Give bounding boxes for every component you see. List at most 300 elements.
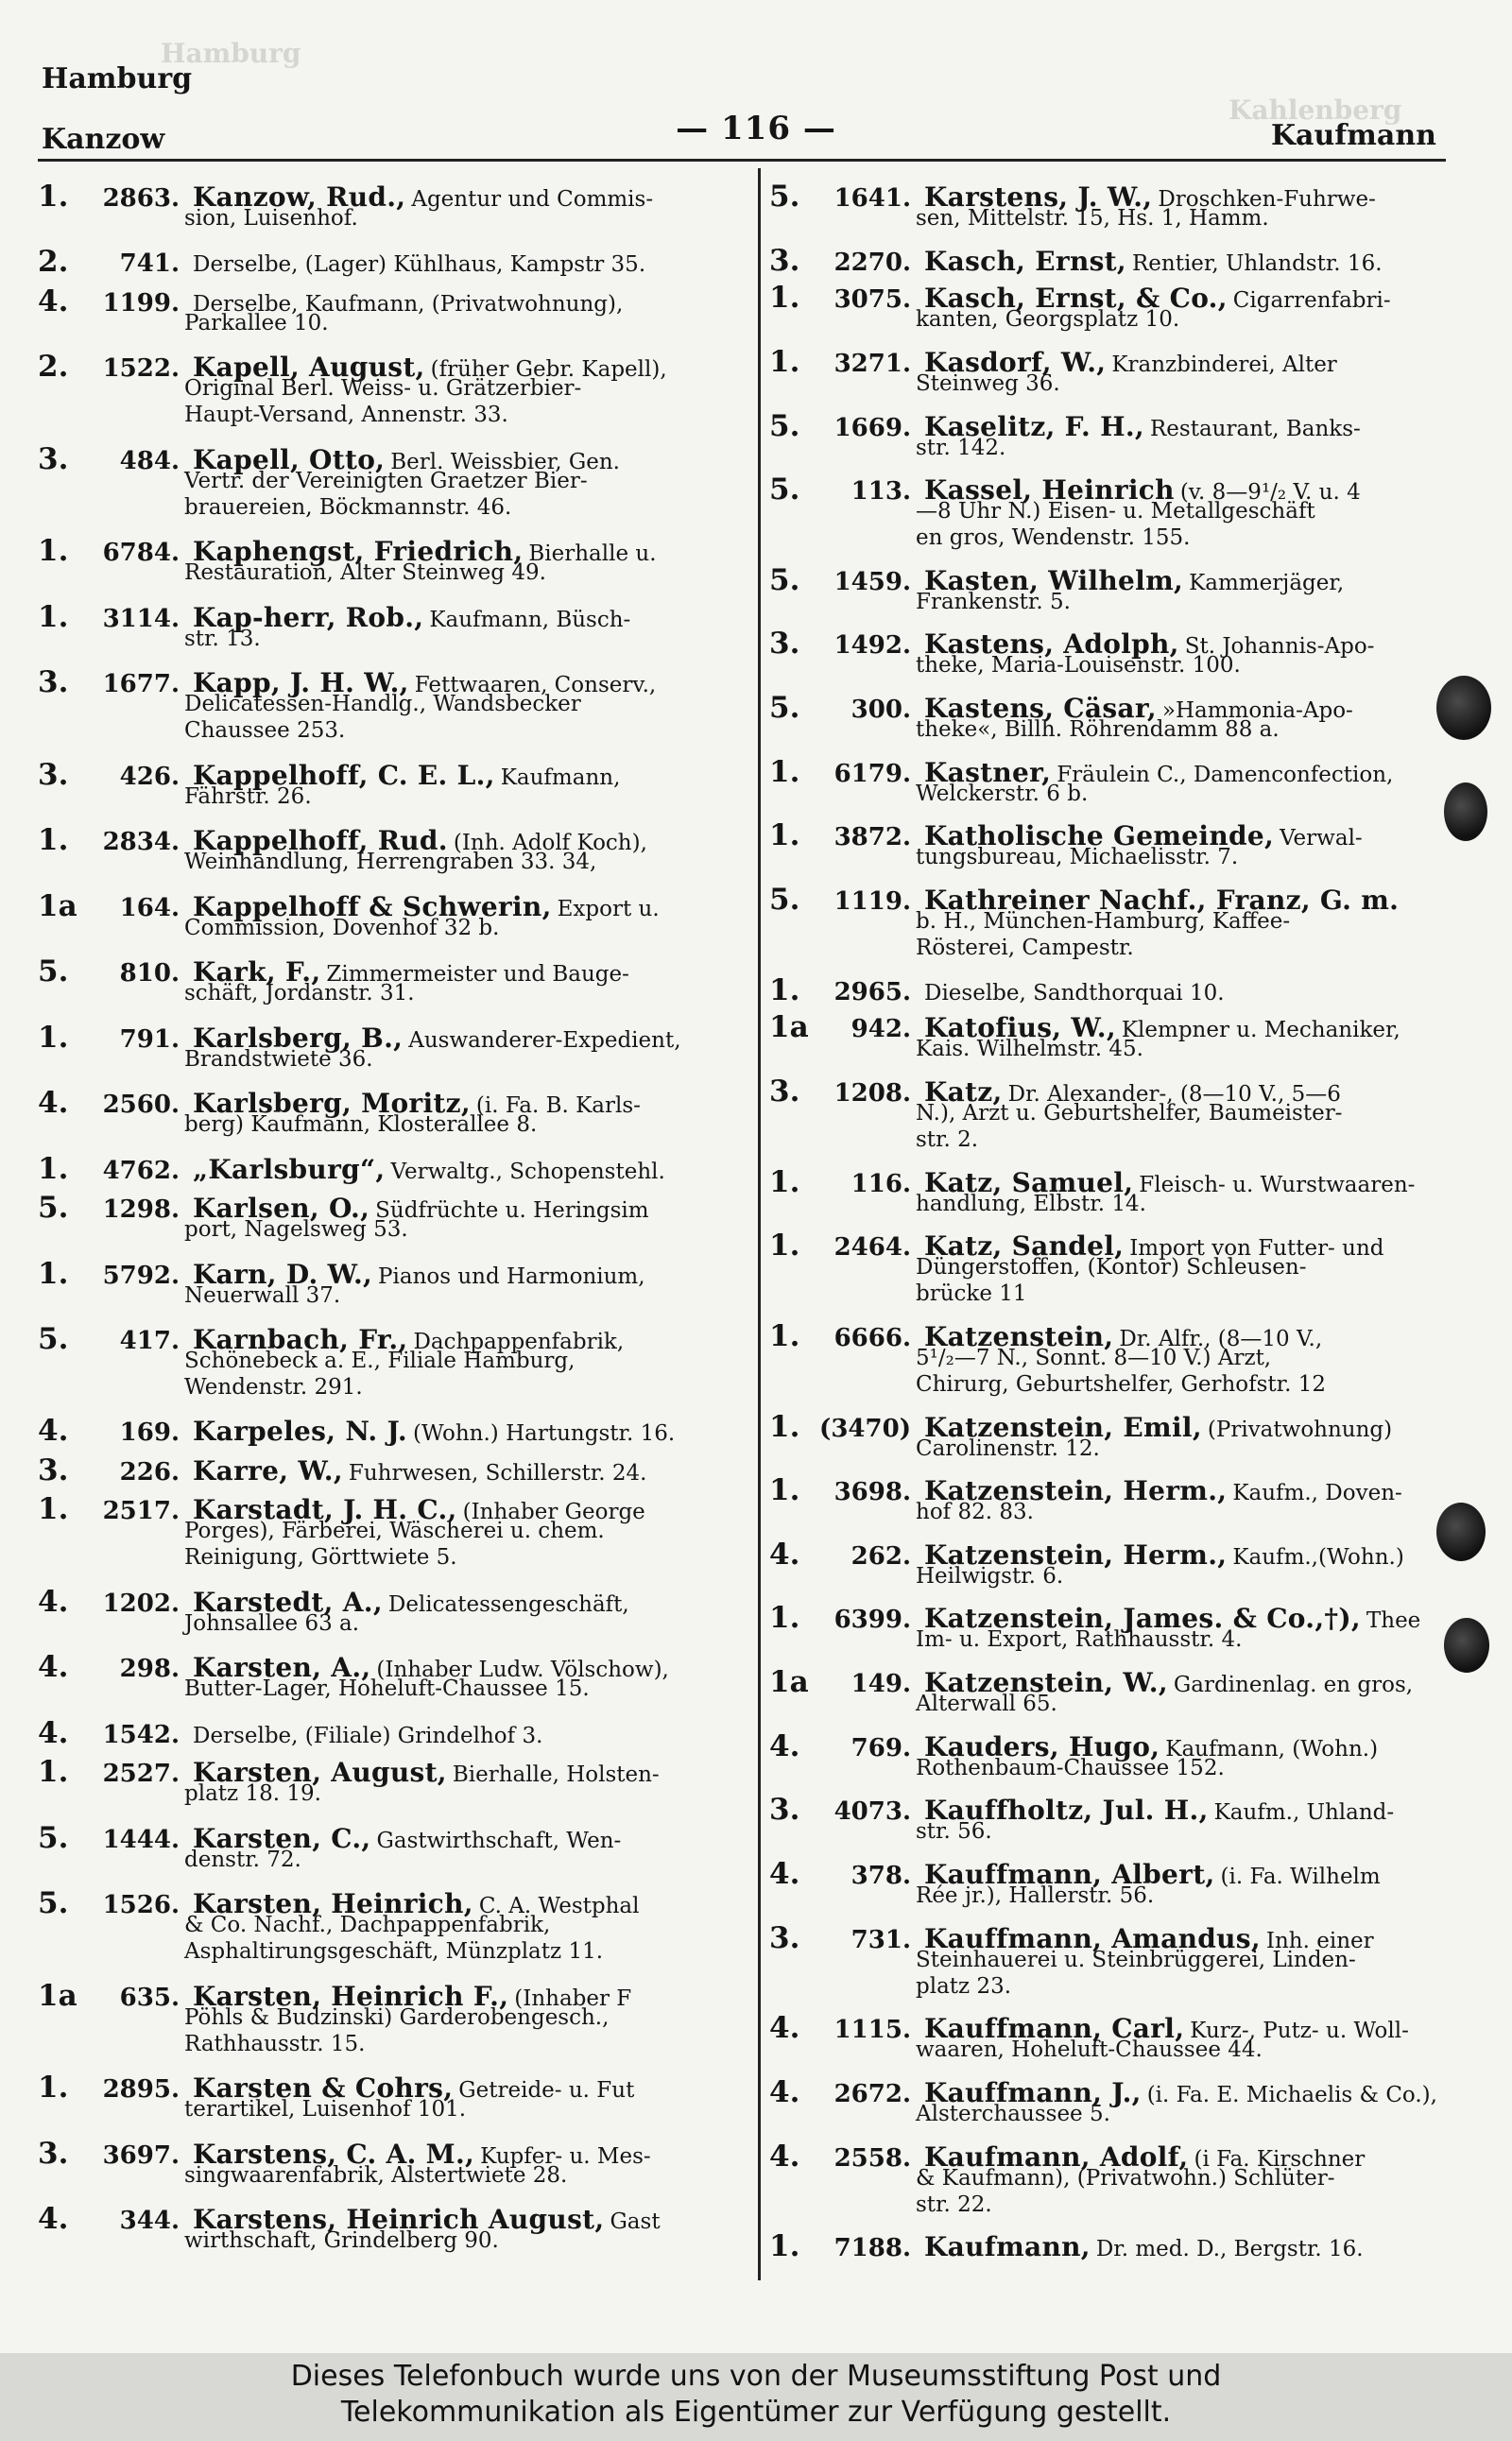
right-column <box>769 180 1459 2267</box>
entry-continuation: Kais. Wilhelmstr. 45. <box>916 1037 1143 1062</box>
exchange-zone: 5. <box>769 473 800 507</box>
subscriber-name: Karstens, Heinrich August, <box>193 2204 605 2236</box>
entry-text: (v. 8—9¹/₂ V. u. 4 <box>1179 480 1361 506</box>
entry-text: C. A. Westphal <box>478 1894 640 1919</box>
entry-text: Auswanderer-Expedient, <box>408 1027 681 1053</box>
subscriber-name: Karpeles, N. J. <box>193 1416 407 1448</box>
subscriber-name: Kappelhoff, Rud. <box>193 825 448 857</box>
phone-number: 1677. <box>102 670 180 699</box>
exchange-zone: 1a <box>769 1665 809 1700</box>
subscriber-name: Katzenstein, Herm., <box>924 1475 1228 1507</box>
entry-text: Kranzbinderei, Alter <box>1111 352 1337 377</box>
exchange-zone: 1. <box>769 1473 800 1508</box>
exchange-zone: 3. <box>38 441 69 476</box>
exchange-zone: 3. <box>38 1453 69 1487</box>
exchange-zone: 4. <box>38 1715 69 1750</box>
exchange-zone: 3. <box>769 627 800 662</box>
subscriber-name: Kasten, Wilhelm, <box>924 564 1184 596</box>
entry-text: Kaufmann, Büsch- <box>429 607 631 632</box>
phone-number: 1669. <box>833 413 911 442</box>
subscriber-name: Karstens, C. A. M., <box>193 2138 475 2170</box>
exchange-zone: 1. <box>38 1492 69 1527</box>
subscriber-name: Karsten & Cohrs, <box>193 2072 454 2105</box>
phone-number: 164. <box>119 893 180 922</box>
directory-entry <box>769 1074 1459 1165</box>
entry-text: Restaurant, Banks- <box>1149 416 1361 441</box>
directory-entry <box>38 180 732 245</box>
entry-text: Kaufmann, <box>500 765 621 790</box>
subscriber-name: Karnbach, Fr., <box>193 1323 408 1355</box>
subscriber-name: Kanzow, Rud., <box>193 181 406 213</box>
entry-text: Zimmermeister und Bauge- <box>326 962 629 988</box>
phone-number: 2270. <box>833 248 911 277</box>
entry-text: Fleisch- u. Wurstwaaren- <box>1139 1172 1416 1197</box>
entry-text: Derselbe, Kaufmann, (Privatwohnung), <box>193 291 624 317</box>
entry-text: (Inh. Adolf Koch), <box>453 831 647 856</box>
exchange-zone: 1. <box>769 1601 800 1636</box>
directory-entry <box>38 534 732 599</box>
phone-number: 6399. <box>833 1606 911 1635</box>
exchange-zone: 1. <box>769 2229 800 2264</box>
phone-number: 3114. <box>102 604 180 633</box>
ink-blot <box>1444 1618 1489 1673</box>
directory-entry <box>769 2140 1459 2230</box>
directory-entry <box>38 665 732 757</box>
phone-number: 378. <box>850 1862 911 1891</box>
exchange-zone: 5. <box>38 1321 69 1356</box>
directory-entry <box>769 2075 1459 2140</box>
directory-entry <box>769 755 1459 819</box>
exchange-zone: 4. <box>38 1414 69 1449</box>
entry-continuation: theke, Maria-Louisenstr. 100. <box>916 653 1241 679</box>
subscriber-name: Kasdorf, W., <box>924 346 1107 378</box>
entry-continuation: b. H., München-Hamburg, Kaffee- <box>916 909 1291 935</box>
entry-continuation: brauereien, Böckmannstr. 46. <box>184 494 512 520</box>
header-rule <box>38 159 1446 162</box>
exchange-zone: 4. <box>38 2202 69 2237</box>
entry-continuation: Original Berl. Weiss- u. Grätzerbier- <box>184 376 582 402</box>
exchange-zone: 1. <box>769 818 800 853</box>
entry-continuation: Neuerwall 37. <box>184 1282 341 1308</box>
directory-entry <box>769 473 1459 563</box>
subscriber-name: Kauffmann, Albert, <box>924 1859 1215 1891</box>
entry-continuation: berg) Kaufmann, Klosterallee 8. <box>184 1112 538 1138</box>
entry-text: Fuhrwesen, Schillerstr. 24. <box>348 1460 647 1486</box>
ink-blot <box>1436 676 1491 740</box>
column-divider <box>758 168 761 2280</box>
directory-entry <box>38 1322 732 1414</box>
subscriber-name: Kappelhoff, C. E. L., <box>193 759 495 791</box>
exchange-zone: 1. <box>769 281 800 316</box>
entry-continuation: Restauration, Alter Steinweg 49. <box>184 560 546 586</box>
subscriber-name: Kauffholtz, Jul. H., <box>924 1795 1209 1827</box>
directory-entry <box>38 1152 732 1191</box>
exchange-zone: 5. <box>769 180 800 214</box>
directory-entry <box>769 345 1459 409</box>
phone-number: 810. <box>119 959 180 988</box>
bleed-through-text: Kahlenberg <box>1228 95 1402 126</box>
entry-text: (Privatwohnung) <box>1207 1417 1393 1442</box>
phone-number: 2672. <box>833 2079 911 2108</box>
subscriber-name: Katz, Sandel, <box>924 1230 1125 1263</box>
entry-continuation: theke«, Billh. Röhrendamm 88 a. <box>916 717 1280 743</box>
ink-blot <box>1436 1503 1486 1561</box>
footer-line-2: Telekommunikation als Eigentümer zur Verfügung gestellt. <box>340 2396 1172 2429</box>
directory-entry <box>769 627 1459 691</box>
directory-entry <box>769 1538 1459 1602</box>
entry-continuation: Asphaltirungsgeschäft, Münzplatz 11. <box>184 1939 604 1965</box>
phone-number: 484. <box>119 446 180 475</box>
exchange-zone: 2. <box>38 350 69 385</box>
exchange-zone: 5. <box>769 883 800 918</box>
entry-continuation: kanten, Georgsplatz 10. <box>916 307 1180 333</box>
entry-continuation: platz 23. <box>916 1973 1012 1999</box>
directory-entry <box>769 1010 1459 1074</box>
phone-number: 2527. <box>102 1760 180 1789</box>
entry-continuation: schäft, Jordanstr. 31. <box>184 981 415 1006</box>
directory-entry <box>769 2011 1459 2075</box>
phone-number: 169. <box>119 1418 180 1448</box>
subscriber-name: Karsten, A., <box>193 1652 371 1684</box>
entry-continuation: denstr. 72. <box>184 1847 301 1872</box>
exchange-zone: 1a <box>38 1978 77 2013</box>
entry-continuation: Wendenstr. 291. <box>184 1374 363 1400</box>
entry-text: (früher Gebr. Kapell), <box>430 357 667 383</box>
header-range-end: Kaufmann <box>1270 119 1436 152</box>
directory-entry <box>38 889 732 954</box>
subscriber-name: Karsten, August, <box>193 1757 447 1789</box>
entry-continuation: 5¹/₂—7 N., Sonnt. 8—10 V.) Arzt, <box>916 1345 1272 1370</box>
phone-number: 5792. <box>102 1261 180 1290</box>
entry-continuation: Frankenstr. 5. <box>916 589 1071 614</box>
subscriber-name: Kasch, Ernst, <box>924 245 1126 277</box>
subscriber-name: „Karlsburg“, <box>193 1153 386 1185</box>
directory-entry <box>38 1979 732 2071</box>
entry-text: Gardinenlag. en gros, <box>1173 1673 1414 1698</box>
entry-text: Kurz-, Putz- u. Woll- <box>1190 2019 1409 2044</box>
directory-entry <box>769 1793 1459 1857</box>
exchange-zone: 5. <box>38 1886 69 1921</box>
entry-continuation: Chirurg, Geburtshelfer, Gerhofstr. 12 <box>916 1371 1327 1397</box>
subscriber-name: Kapell, August, <box>193 352 425 384</box>
directory-entry <box>38 1650 732 1715</box>
footer-note <box>0 2353 1512 2441</box>
entry-continuation: & Co. Nachf., Dachpappenfabrik, <box>184 1913 551 1938</box>
entry-continuation: Johnsallee 63 a. <box>184 1610 360 1636</box>
directory-entry <box>38 1191 732 1256</box>
subscriber-name: Kapp, J. H. W., <box>193 667 409 699</box>
entry-continuation: Rösterei, Campestr. <box>916 936 1134 961</box>
entry-continuation: Porges), Färberei, Wäscherei u. chem. <box>184 1519 605 1544</box>
entry-continuation: sen, Mittelstr. 15, Hs. 1, Hamm. <box>916 206 1269 231</box>
subscriber-name: Karstadt, J. H. C., <box>193 1494 457 1526</box>
entry-text: Kammerjäger, <box>1189 570 1345 595</box>
entry-continuation: Chaussee 253. <box>184 718 346 744</box>
phone-number: 6666. <box>833 1323 911 1352</box>
phone-number: 1444. <box>102 1825 180 1854</box>
directory-entry <box>769 1665 1459 1729</box>
subscriber-name: Kasch, Ernst, & Co., <box>924 283 1228 315</box>
subscriber-name: Kauders, Hugo, <box>924 1730 1160 1762</box>
entry-continuation: Schönebeck a. E., Filiale Hamburg, <box>184 1348 576 1373</box>
subscriber-name: Katzenstein, W., <box>924 1667 1168 1699</box>
entry-text: Export u. <box>557 896 660 921</box>
entry-text: Bierhalle u. <box>528 541 657 567</box>
phone-number: 1522. <box>102 354 180 384</box>
entry-continuation: tungsbureau, Michaelisstr. 7. <box>916 845 1239 870</box>
entry-text: (Inhaber F <box>514 1985 632 2011</box>
entry-continuation: Delicatessen-Handlg., Wandsbecker <box>184 692 581 717</box>
phone-number: 6784. <box>102 539 180 568</box>
phone-number: 1298. <box>102 1195 180 1225</box>
entry-text: Derselbe, (Lager) Kühlhaus, Kampstr 35. <box>193 252 646 278</box>
entry-continuation: Steinweg 36. <box>916 370 1060 396</box>
entry-text: Dr. med. D., Bergstr. 16. <box>1095 2237 1364 2262</box>
entry-text: (i. Fa. E. Michaelis & Co.), <box>1146 2082 1437 2107</box>
subscriber-name: Kaufmann, Adolf, <box>924 2140 1189 2173</box>
entry-continuation: str. 2. <box>916 1126 979 1152</box>
subscriber-name: Karsten, C., <box>193 1822 371 1854</box>
subscriber-name: Karstens, J. W., <box>924 181 1153 213</box>
directory-entry <box>769 281 1459 345</box>
exchange-zone: 4. <box>38 1086 69 1121</box>
directory-entry <box>769 244 1459 282</box>
entry-continuation: brücke 11 <box>916 1281 1027 1307</box>
phone-number: 1208. <box>833 1078 911 1108</box>
entry-continuation: terartikel, Luisenhof 101. <box>184 2097 467 2123</box>
subscriber-name: Karsten, Heinrich F., <box>193 1980 509 2012</box>
exchange-zone: 5. <box>38 1191 69 1226</box>
entry-continuation: Haupt-Versand, Annenstr. 33. <box>184 403 508 428</box>
entry-continuation: hof 82. 83. <box>916 1500 1034 1525</box>
entry-text: Verwal- <box>1280 826 1363 851</box>
entry-text: Klempner u. Mechaniker, <box>1121 1018 1400 1043</box>
subscriber-name: Kappelhoff & Schwerin, <box>193 890 552 922</box>
entry-continuation: Rathhausstr. 15. <box>184 2031 366 2056</box>
entry-continuation: & Kaufmann), (Privatwohn.) Schlüter- <box>916 2165 1335 2191</box>
directory-entry <box>38 442 732 534</box>
phone-number: 6179. <box>833 759 911 788</box>
phone-number: 635. <box>119 1983 180 2012</box>
entry-text: Fettwaaren, Conserv., <box>414 673 657 698</box>
directory-entry <box>38 1585 732 1650</box>
exchange-zone: 4. <box>38 284 69 318</box>
directory-entry <box>769 973 1459 1011</box>
entry-continuation: Weinhandlung, Herrengraben 33. 34, <box>184 850 597 875</box>
directory-entry <box>769 563 1459 627</box>
entry-continuation: N.), Arzt u. Geburtshelfer, Baumeister- <box>916 1100 1343 1126</box>
entry-continuation: waaren, Hoheluft-Chaussee 44. <box>916 2037 1263 2063</box>
phone-number: 3075. <box>833 285 911 315</box>
entry-text: Rentier, Uhlandstr. 16. <box>1131 250 1383 276</box>
phone-number: 300. <box>850 696 911 725</box>
subscriber-name: Kauffmann, J., <box>924 2076 1142 2108</box>
phone-number: 2965. <box>833 977 911 1006</box>
exchange-zone: 5. <box>38 1820 69 1855</box>
entry-continuation: sion, Luisenhof. <box>184 206 358 231</box>
subscriber-name: Kark, F., <box>193 956 321 988</box>
directory-entry <box>38 2202 732 2267</box>
entry-continuation: Rothenbaum-Chaussee 152. <box>916 1755 1225 1780</box>
exchange-zone: 4. <box>769 1857 800 1892</box>
bleed-through-text: Hamburg <box>161 38 301 69</box>
phone-number: 4073. <box>833 1797 911 1827</box>
exchange-zone: 1. <box>38 1755 69 1790</box>
exchange-zone: 5. <box>769 408 800 443</box>
subscriber-name: Kauffmann, Amandus, <box>924 1922 1261 1954</box>
exchange-zone: 1. <box>769 1318 800 1353</box>
entry-text: (Wohn.) Hartungstr. 16. <box>412 1421 676 1447</box>
exchange-zone: 1a <box>38 888 77 923</box>
exchange-zone: 5. <box>769 562 800 597</box>
subscriber-name: Karsten, Heinrich, <box>193 1888 473 1920</box>
directory-entry <box>769 1319 1459 1410</box>
phone-number: 1202. <box>102 1589 180 1618</box>
subscriber-name: Katofius, W., <box>924 1012 1116 1044</box>
phone-number: 2834. <box>102 828 180 857</box>
entry-continuation: Parkallee 10. <box>184 310 329 335</box>
phone-number: 344. <box>119 2207 180 2236</box>
exchange-zone: 3. <box>769 1074 800 1109</box>
directory-entry <box>38 600 732 665</box>
directory-entry <box>38 350 732 441</box>
exchange-zone: 4. <box>38 1584 69 1619</box>
directory-entry <box>769 180 1459 244</box>
directory-entry <box>38 284 732 350</box>
entry-continuation: Alterwall 65. <box>916 1692 1057 1717</box>
subscriber-name: Kastner, <box>924 756 1052 788</box>
subscriber-name: Kaufmann, <box>924 2231 1091 2263</box>
entry-continuation: handlung, Elbstr. 14. <box>916 1191 1146 1216</box>
entry-text: Getreide- u. Fut <box>458 2078 635 2104</box>
entry-continuation: Fährstr. 26. <box>184 783 312 809</box>
exchange-zone: 2. <box>38 245 69 280</box>
phone-number: 731. <box>850 1925 911 1954</box>
exchange-zone: 4. <box>769 2074 800 2109</box>
exchange-zone: 1. <box>38 180 69 214</box>
phone-number: 942. <box>850 1015 911 1044</box>
directory-entry <box>769 1857 1459 1921</box>
phone-number: 1199. <box>102 288 180 318</box>
phone-number: 113. <box>850 477 911 507</box>
left-column <box>38 180 732 2268</box>
phone-number: 741. <box>119 249 180 279</box>
subscriber-name: Kastens, Cäsar, <box>924 693 1157 725</box>
entry-continuation: Im- u. Export, Rathhausstr. 4. <box>916 1627 1243 1653</box>
phone-number: 2560. <box>102 1091 180 1120</box>
phone-number: 116. <box>850 1169 911 1198</box>
exchange-zone: 4. <box>769 2011 800 2046</box>
directory-entry <box>38 2137 732 2202</box>
subscriber-name: Katzenstein, <box>924 1320 1114 1352</box>
entry-text: Verwaltg., Schopenstehl. <box>390 1159 665 1184</box>
entry-continuation: platz 18. 19. <box>184 1781 321 1807</box>
phone-number: 3698. <box>833 1478 911 1507</box>
exchange-zone: 1. <box>38 1020 69 1055</box>
directory-entry <box>769 818 1459 883</box>
subscriber-name: Kapell, Otto, <box>193 443 386 475</box>
entry-text: Inh. einer <box>1265 1928 1374 1953</box>
entry-continuation: en gros, Wendenstr. 155. <box>916 525 1191 551</box>
directory-entry <box>38 1086 732 1151</box>
exchange-zone: 1. <box>769 344 800 379</box>
directory-entry <box>769 1229 1459 1319</box>
entry-text: Dr. Alexander-, (8—10 V., 5—6 <box>1007 1081 1341 1107</box>
entry-text: Cigarrenfabri- <box>1232 288 1391 314</box>
phone-number: 298. <box>119 1655 180 1684</box>
entry-text: Pianos und Harmonium, <box>378 1263 645 1289</box>
subscriber-name: Katzenstein, Emil, <box>924 1411 1202 1443</box>
subscriber-name: Kathreiner Nachf., Franz, G. m. <box>924 885 1400 917</box>
entry-text: Bierhalle, Holsten- <box>452 1762 660 1788</box>
directory-entry <box>38 823 732 888</box>
entry-text: Droschken-Fuhrwe- <box>1158 187 1376 212</box>
entry-text: Derselbe, (Filiale) Grindelhof 3. <box>193 1723 543 1748</box>
entry-continuation: str. 56. <box>916 1819 992 1845</box>
entry-continuation: Commission, Dovenhof 32 b. <box>184 915 500 940</box>
entry-text: Kaufm., Doven- <box>1232 1481 1402 1506</box>
directory-entry <box>38 1716 732 1755</box>
phone-number: 3697. <box>102 2140 180 2170</box>
phone-number: 1115. <box>833 2016 911 2045</box>
header-city: Hamburg <box>42 62 193 95</box>
directory-entry <box>38 1021 732 1086</box>
subscriber-name: Kaselitz, F. H., <box>924 410 1144 442</box>
subscriber-name: Katz, <box>924 1075 1003 1108</box>
subscriber-name: Karre, W., <box>193 1454 343 1487</box>
phone-number: 426. <box>119 762 180 791</box>
subscriber-name: Kastens, Adolph, <box>924 628 1179 661</box>
entry-continuation: singwaarenfabrik, Alstertwiete 28. <box>184 2162 568 2188</box>
entry-text: Kaufmann, (Wohn.) <box>1165 1736 1379 1762</box>
entry-text: Thee <box>1366 1608 1421 1634</box>
phone-number: 1119. <box>833 887 911 917</box>
entry-text: (i. Fa. Wilhelm <box>1220 1865 1381 1890</box>
exchange-zone: 4. <box>769 1728 800 1763</box>
entry-text: Kaufm., Uhland- <box>1213 1800 1395 1826</box>
subscriber-name: Kap-herr, Rob., <box>193 601 424 633</box>
subscriber-name: Kauffmann, Carl, <box>924 2013 1185 2045</box>
subscriber-name: Katz, Samuel, <box>924 1166 1134 1198</box>
subscriber-name: Karlsberg, B., <box>193 1022 404 1054</box>
exchange-zone: 1. <box>38 823 69 858</box>
directory-entry <box>38 954 732 1020</box>
entry-continuation: Carolinenstr. 12. <box>916 1435 1100 1461</box>
phone-number: 791. <box>119 1024 180 1054</box>
exchange-zone: 5. <box>38 954 69 989</box>
directory-entry <box>38 1755 732 1820</box>
exchange-zone: 3. <box>769 1920 800 1955</box>
footer-line-1: Dieses Telefonbuch wurde uns von der Museumsstiftung Post und <box>290 2360 1222 2393</box>
exchange-zone: 1. <box>38 534 69 569</box>
entry-text: Kaufm.,(Wohn.) <box>1232 1544 1404 1570</box>
subscriber-name: Karlsen, O., <box>193 1193 370 1225</box>
entry-text: Delicatessengeschäft, <box>387 1591 629 1617</box>
subscriber-name: Karlsberg, Moritz, <box>193 1088 471 1120</box>
directory-entry <box>38 1257 732 1322</box>
directory-entry <box>769 1165 1459 1229</box>
exchange-zone: 3. <box>38 665 69 700</box>
directory-entry <box>38 758 732 823</box>
subscriber-name: Kassel, Heinrich <box>924 474 1175 507</box>
entry-continuation: Heilwigstr. 6. <box>916 1563 1064 1589</box>
entry-text: (i. Fa. B. Karls- <box>475 1093 641 1119</box>
entry-text: Gast <box>610 2209 661 2235</box>
phone-number: 262. <box>850 1541 911 1571</box>
entry-continuation: Steinhauerei u. Steinbrüggerei, Linden- <box>916 1947 1356 1972</box>
phone-number: 4762. <box>102 1156 180 1185</box>
entry-continuation: Butter-Lager, Hoheluft-Chaussee 15. <box>184 1676 590 1702</box>
